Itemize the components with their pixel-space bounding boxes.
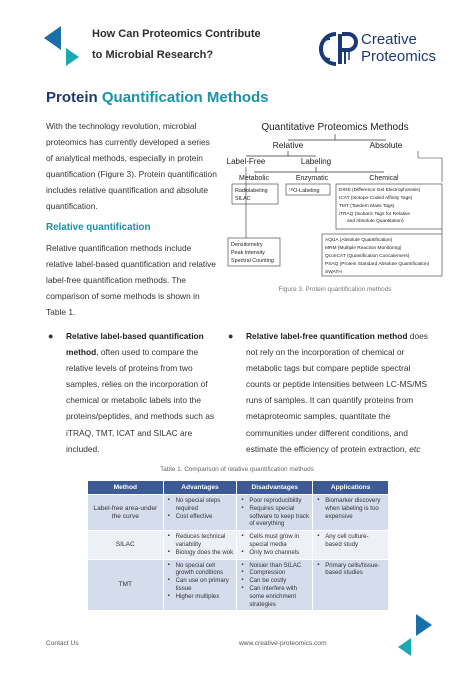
table-caption: Table 1. Comparison of relative quantification methods xyxy=(160,466,314,473)
section-title-part2: Quantification Methods xyxy=(101,89,269,106)
logo-text xyxy=(361,31,436,65)
table-cell-disadvantages xyxy=(237,495,313,531)
table-header-cell: Disadvantages xyxy=(237,481,313,495)
diagram-dige: DIGE (Difference Gel Electrophoresis) xyxy=(339,188,421,193)
decorative-triangle-left xyxy=(44,26,61,50)
diagram-peak-intensity: Peak Intensity xyxy=(231,250,265,256)
table-cell-advantages xyxy=(163,559,237,611)
list-item: ▪ Biomarker discovery when labeling is too expensive xyxy=(316,497,385,520)
list-item: ▪ Higher multiplex xyxy=(167,593,234,601)
subheading-relative-quantification: Relative quantification xyxy=(46,222,151,233)
table-cell-applications xyxy=(313,495,389,531)
contact-us-link[interactable]: Contact Us xyxy=(46,640,79,647)
figure-caption: Figure 3. Protein quantification methods xyxy=(278,286,392,293)
diagram-densitometry: Densitometry xyxy=(231,242,263,248)
list-item: ▪ Can interfere with some enrichment strategies xyxy=(240,585,309,608)
list-item: ▪ Reduces technical variability xyxy=(167,533,234,549)
intro-paragraph: With the technology revolution, microbial proteomics has currently developed a series of analytical methods, especially in protein quantification (Figure 3). Protein quantification includes relative quantification and absolute quantification. xyxy=(46,121,217,212)
list-item: ▪ Poor reproducibility xyxy=(240,497,309,505)
cp-logo-mark-icon xyxy=(316,30,358,68)
list-item: ▪ Compression xyxy=(240,569,309,577)
logo-line2: Proteomics xyxy=(361,48,437,65)
diagram-spectral-counting: Spectral Counting xyxy=(231,258,274,264)
table-cell-disadvantages xyxy=(237,531,313,559)
list-item: ▪ Noisier than SILAC xyxy=(240,562,309,570)
diagram-aqua: AQUA (Absolute Quantification) xyxy=(325,238,393,243)
diagram-icat: ICAT (Isotope-Coded Affinity Tags) xyxy=(339,196,413,201)
diagram-label-free: Label-Free xyxy=(226,157,266,166)
section-title-part1: Protein xyxy=(46,89,98,106)
creative-proteomics-logo xyxy=(316,30,446,70)
bullet-label-free-title: Relative label-free quantification method xyxy=(246,331,408,341)
table-cell-method: TMT xyxy=(88,559,164,611)
table-row xyxy=(88,495,389,531)
decorative-triangle-small xyxy=(66,48,79,66)
logo-line1: Creative xyxy=(361,31,417,48)
diagram-swath: SWATH xyxy=(325,270,342,275)
table-header-cell: Advantages xyxy=(163,481,237,495)
diagram-title: Quantitative Proteomics Methods xyxy=(261,122,409,133)
bullet-label-based-text: , often used to compare the relative levels of proteins from two samples, relies on the incorporation of chemical or metabolic labels into the proteins/peptides, and methods such as iTRAQ, TMT, ICAT and SILAC are included. xyxy=(66,347,215,454)
list-item: ▪ Cells must grow in special media xyxy=(240,533,309,549)
list-item: ▪ Only two channels xyxy=(240,549,309,557)
diagram-relative: Relative xyxy=(272,140,304,150)
website-link[interactable]: www.creative-proteomics.com xyxy=(239,640,327,647)
table-row xyxy=(88,559,389,611)
quantification-methods-diagram xyxy=(226,118,444,278)
table-cell-applications xyxy=(313,559,389,611)
section-title xyxy=(46,89,269,106)
decorative-triangle-bottom-right xyxy=(416,614,432,636)
diagram-mrm: MRM (Multiple Reaction Monitoring) xyxy=(325,246,402,251)
table-cell-advantages xyxy=(163,495,237,531)
diagram-metabolic: Metabolic xyxy=(239,175,269,182)
table-cell-method: SILAC xyxy=(88,531,164,559)
list-item: ▪ Can be costly xyxy=(240,577,309,585)
bullet-dot: ● xyxy=(48,331,54,341)
relative-quantification-paragraph: Relative quantification methods include relative label-based quantification and relative label-free quantification methods. The comparison of some methods is shown in Table 1. xyxy=(46,243,216,318)
list-item: ▪ Requires special software to keep track of everything xyxy=(240,505,309,528)
table-cell-disadvantages xyxy=(237,559,313,611)
list-item: ▪ No special cell growth conditions xyxy=(167,562,234,578)
diagram-tmt: TMT (Tandem Mass Tags) xyxy=(339,204,395,209)
list-item: ▪ Biology does the wok xyxy=(167,549,234,557)
bullet-label-based-title: Relative label-based quantification method xyxy=(66,331,204,358)
comparison-table xyxy=(87,480,389,611)
table-row xyxy=(88,531,389,559)
table-cell-applications xyxy=(313,531,389,559)
table-cell-advantages xyxy=(163,531,237,559)
list-item: ▪ Cost effective xyxy=(167,513,234,521)
diagram-silac: SILAC xyxy=(235,196,251,202)
list-item: ▪ Primary cells/tissue-based studies xyxy=(316,562,385,578)
table-header-row xyxy=(88,481,389,495)
decorative-triangle-bottom-small xyxy=(398,638,411,656)
bullet-label-free-text: does not rely on the incorporation of chemical or metabolic tags but compare peptide spectral counts or peptide intensities between LC-MS/MS runs of samples. It can quantify proteins from metaproteomic samples, quantitate the communities under different conditions, and estimate the efficiency of protein extraction, xyxy=(246,331,428,454)
diagram-enzymatic: Enzymatic xyxy=(295,175,329,182)
diagram-itraq: iTRAQ (Isobaric Tags for Relative xyxy=(339,212,411,217)
bullet-label-free xyxy=(228,328,434,457)
bullet-label-free-etc: etc xyxy=(409,443,421,454)
diagram-qconcat: QconCAT (Quantification Concatemers) xyxy=(325,254,410,259)
list-item: ▪ No special steps required xyxy=(167,497,234,513)
bullet-label-based xyxy=(48,328,226,457)
diagram-itraq-cont: and Absolute Quantitation) xyxy=(347,219,404,224)
header-title-line2: to Microbial Research? xyxy=(92,49,214,61)
document-header-title xyxy=(92,24,292,66)
bullet-dot: ● xyxy=(228,331,234,341)
diagram-absolute: Absolute xyxy=(369,140,403,150)
table-header-cell: Method xyxy=(88,481,164,495)
diagram-psaq: PSAQ (Protein Standard Absolute Quantification) xyxy=(325,262,430,267)
diagram-chemical: Chemical xyxy=(369,175,399,182)
list-item: ▪ Any cell culture-based study xyxy=(316,533,385,549)
list-item: ▪ Can use on primary tissue xyxy=(167,577,234,593)
table-header-cell: Applications xyxy=(313,481,389,495)
table-cell-method: Label-free area-under the curve xyxy=(88,495,164,531)
header-title-line1: How Can Proteomics Contribute xyxy=(92,28,261,40)
diagram-radiolabeling: Radiolabeling xyxy=(235,188,268,194)
diagram-o18-labeling: ¹⁸O-Labeling xyxy=(289,188,320,194)
diagram-labeling: Labeling xyxy=(300,157,332,166)
